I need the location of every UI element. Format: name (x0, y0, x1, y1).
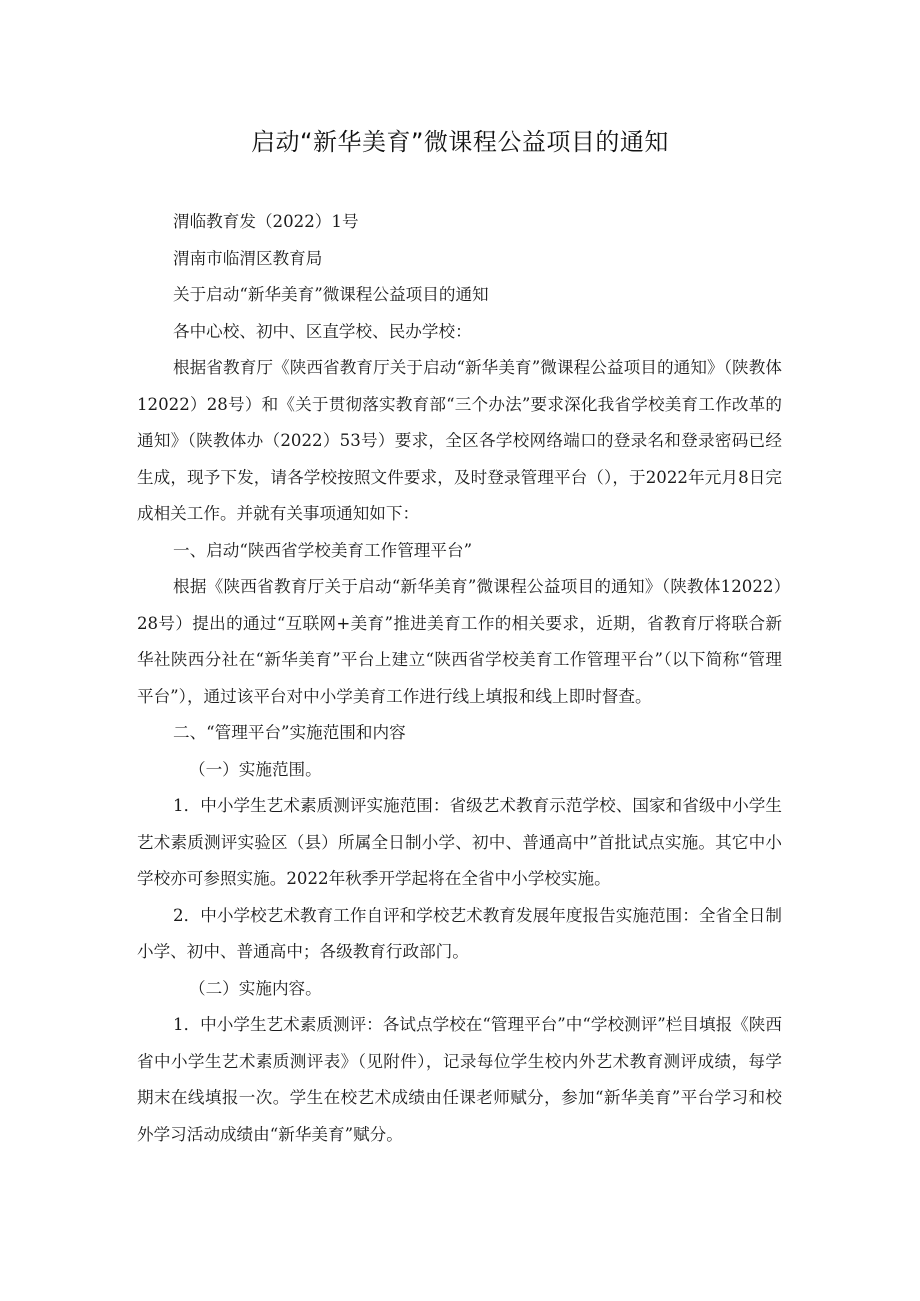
subsection2-item1: 1．中小学生艺术素质测评：各试点学校在“管理平台”中“学校测评”栏目填报《陕西省中小学生艺术素质测评表》（见附件），记录每位学生校内外艺术教育测评成绩，每学期末在线填报一次。学生在校艺术成绩由任课老师赋分，参加“新华美育”平台学习和校外学习活动成绩由“新华美育”赋分。 (137, 1015, 782, 1144)
subsection1-heading: （一）实施范围。 (189, 759, 322, 779)
issuer: 渭南市临渭区教育局 (173, 248, 323, 268)
subsection1-item2: 2．中小学校艺术教育工作自评和学校艺术教育发展年度报告实施范围：全省全日制小学、初中、普通高中；各级教育行政部门。 (137, 905, 782, 961)
section2-heading: 二、“管理平台”实施范围和内容 (173, 723, 406, 742)
section1-heading: 一、启动“陕西省学校美育工作管理平台” (173, 540, 473, 560)
document-body (137, 204, 782, 1153)
subject-line: 关于启动“新华美育”微课程公益项目的通知 (173, 285, 489, 304)
page-title: 启动“新华美育”微课程公益项目的通知 (251, 128, 669, 156)
subsection2-heading: （二）实施内容。 (189, 978, 322, 998)
subsection1-item1: 1．中小学生艺术素质测评实施范围：省级艺术教育示范学校、国家和省级中小学生艺术素质测评实验区（县）所属全日制小学、初中、普通高中”首批试点实施。其它中小学校亦可参照实施。2022年秋季开学起将在全省中小学校实施。 (137, 796, 782, 888)
addressees: 各中心校、初中、区直学校、民办学校： (173, 321, 472, 341)
intro-paragraph: 根据省教育厅《陕西省教育厅关于启动“新华美育”微课程公益项目的通知》（陕教体12022）28号）和《关于贯彻落实教育部“三个办法”要求深化我省学校美育工作改革的通知》（陕教体办（2022）53号）要求，全区各学校网络端口的登录名和登录密码已经生成，现予下发，请各学校按照文件要求，及时登录管理平台（），于2022年元月8日完成相关工作。并就有关事项通知如下： (137, 358, 782, 523)
doc-number: 渭临教育发（2022）1号 (173, 212, 359, 231)
section1-paragraph: 根据《陕西省教育厅关于启动“新华美育”微课程公益项目的通知》（陕教体12022）28号）提出的通过“互联网+美育”推进美育工作的相关要求，近期，省教育厅将联合新华社陕西分社在“新华美育”平台上建立“陕西省学校美育工作管理平台”（以下简称“管理平台”），通过该平台对中小学美育工作进行线上填报和线上即时督查。 (137, 577, 782, 706)
